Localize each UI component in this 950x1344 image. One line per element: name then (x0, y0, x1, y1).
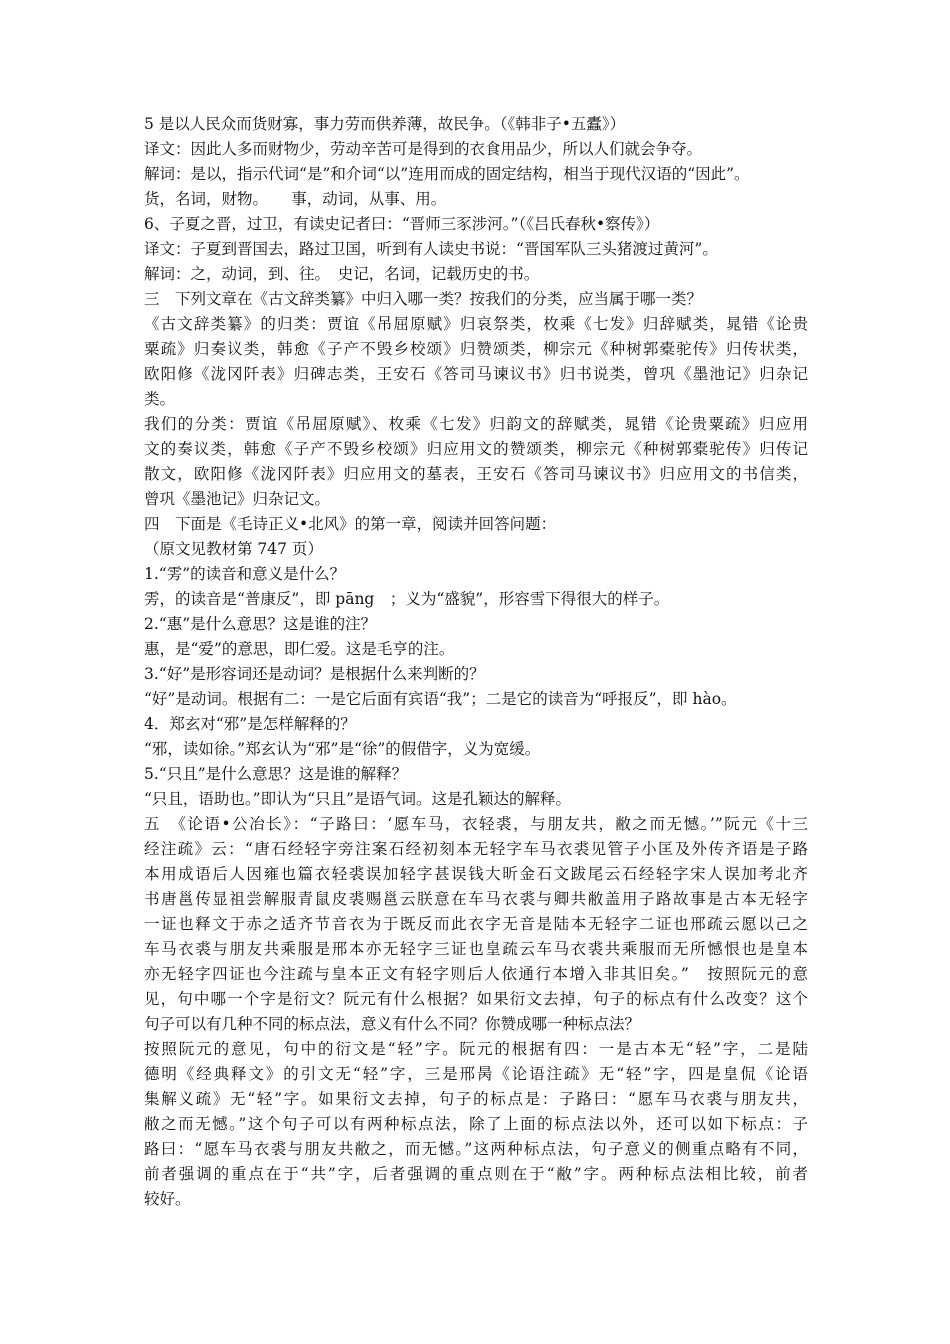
text-line: 货，名词，财物。 事，动词，从事、用。 (144, 190, 447, 208)
text-line: 四 下面是《毛诗正义•北风》的第一章，阅读并回答问题： (144, 515, 557, 533)
text-line: 书唐邕传显祖尝解服青鼠皮裘赐邕云朕意在车马衣裘与卿共敝盖用子路故事是古本无轻字 (144, 890, 808, 908)
text-line: 欧阳修《泷冈阡表》归碑志类，王安石《答司马谏议书》归书说类，曾巩《墨池记》归杂记 (144, 365, 808, 383)
text-line: 路曰：“愿车马衣裘与朋友共敝之，而无憾。”这两种标点法，句子意义的侧重点略有不同， (144, 1140, 808, 1158)
text-line: 车马衣裘与朋友共乘服是邢本亦无轻字三证也皇疏云车马衣裘共乘服而无所憾恨也是皇本 (144, 940, 808, 958)
text-line: 译文：因此人多而财物少，劳动辛苦可是得到的衣食用品少，所以人们就会争夺。 (144, 140, 703, 158)
text-line: 经注疏》云：“唐石经轻字旁注案石经初刻本无轻字车马衣裘见管子小匡及外传齐语是子路 (144, 840, 808, 858)
text-line: 见，句中哪一个字是衍文？阮元有什么根据？如果衍文去掉，句子的标点有什么改变？这个 (144, 990, 808, 1008)
text-line: 曾巩《墨池记》归杂记文。 (144, 490, 331, 508)
text-line: 散文，欧阳修《泷冈阡表》归应用文的墓表，王安石《答司马谏议书》归应用文的书信类， (144, 465, 808, 483)
text-line: 《古文辞类纂》的归类：贾谊《吊屈原赋》归哀祭类，枚乘《七发》归辞赋类，晁错《论贵 (144, 315, 808, 333)
text-line: 译文：子夏到晋国去，路过卫国，听到有人读史书说：“晋国军队三头猪渡过黄河”。 (144, 240, 718, 258)
text-line: 4．郑玄对“邪”是怎样解释的？ (144, 715, 356, 733)
text-line: 6、子夏之晋，过卫，有读史记者曰：“晋师三豕涉河。”（《吕氏春秋•察传》） (144, 215, 660, 233)
text-line: 五 《论语•公冶长》：“子路曰：‘愿车马，衣轻裘，与朋友共，敝之而无憾。’”阮元《十三 (144, 815, 808, 833)
text-line: 粟疏》归奏议类，韩愈《子产不毁乡校颂》归赞颂类，柳宗元《种树郭橐驼传》归传状类， (144, 340, 808, 358)
text-line: “邪，读如徐。”郑玄认为“邪”是“徐”的假借字，义为宽缓。 (144, 740, 541, 758)
text-line: “只且，语助也。”即认为“只且”是语气词。这是孔颖达的解释。 (144, 790, 571, 808)
text-line: 雱，的读音是“普康反”，即 pāng ；义为“盛貌”，形容雪下得很大的样子。 (144, 590, 670, 608)
text-line: 解词：之，动词，到、往。 史记，名词，记载历史的书。 (144, 265, 540, 283)
text-line: “好”是动词。根据有二：一是它后面有宾语“我”；二是它的读音为“呼报反”，即 hào。 (144, 690, 737, 708)
text-line: 德明《经典释文》的引文无“轻”字，三是邢昺《论语注疏》无“轻”字，四是皇侃《论语 (144, 1065, 808, 1083)
text-line: 一证也释文于赤之适齐节音衣为于既反而此衣字无音是陆本无轻字二证也邢疏云愿以己之 (144, 915, 808, 933)
text-line: （原文见教材第 747 页） (144, 540, 323, 558)
document-body (144, 112, 808, 1212)
text-line: 按照阮元的意见，句中的衍文是“轻”字。阮元的根据有四：一是古本无“轻”字，二是陆 (144, 1040, 808, 1058)
text-line: 类。 (144, 390, 176, 408)
text-line: 解词：是以，指示代词“是”和介词“以”连用而成的固定结构，相当于现代汉语的“因此”。 (144, 165, 750, 183)
text-line: 句子可以有几种不同的标点法，意义有什么不同？你赞成哪一种标点法？ (144, 1015, 641, 1033)
text-line: 前者强调的重点在于“共”字，后者强调的重点则在于“敝”字。两种标点法相比较，前者 (144, 1165, 808, 1183)
text-line: 三 下列文章在《古文辞类纂》中归入哪一类？按我们的分类，应当属于哪一类？ (144, 290, 703, 308)
text-line: 惠，是“爱”的意思，即仁爱。这是毛亨的注。 (144, 640, 455, 658)
text-line: 亦无轻字四证也今注疏与皇本正文有轻字则后人依通行本增入非其旧矣。” 按照阮元的意 (144, 965, 808, 983)
text-line: 文的奏议类，韩愈《子产不毁乡校颂》归应用文的赞颂类，柳宗元《种树郭橐驼传》归传记 (144, 440, 808, 458)
text-line: 1.“雱”的读音和意义是什么？ (144, 565, 346, 583)
text-line: 2.“惠”是什么意思？这是谁的注？ (144, 615, 377, 633)
text-line: 敝之而无憾。”这个句子可以有两种标点法，除了上面的标点法以外，还可以如下标点：子 (144, 1115, 808, 1133)
text-line: 较好。 (144, 1190, 191, 1208)
text-line: 我们的分类：贾谊《吊屈原赋》、枚乘《七发》归韵文的辞赋类，晁错《论贵粟疏》归应用 (144, 415, 808, 433)
text-line: 3.“好”是形容词还是动词？是根据什么来判断的？ (144, 665, 485, 683)
text-line: 5.“只且”是什么意思？这是谁的解释？ (144, 765, 408, 783)
text-line: 本用成语后人因雍也篇衣轻裘误加轻字甚误钱大昕金石文跋尾云石经轻字宋人误加考北齐 (144, 865, 808, 883)
text-line: 5 是以人民众而货财寡，事力劳而供养薄，故民争。（《韩非子•五蠹》） (144, 115, 626, 133)
text-line: 集解义疏》无“轻”字。如果衍文去掉，句子的标点是：子路曰：“愿车马衣裘与朋友共， (144, 1090, 808, 1108)
